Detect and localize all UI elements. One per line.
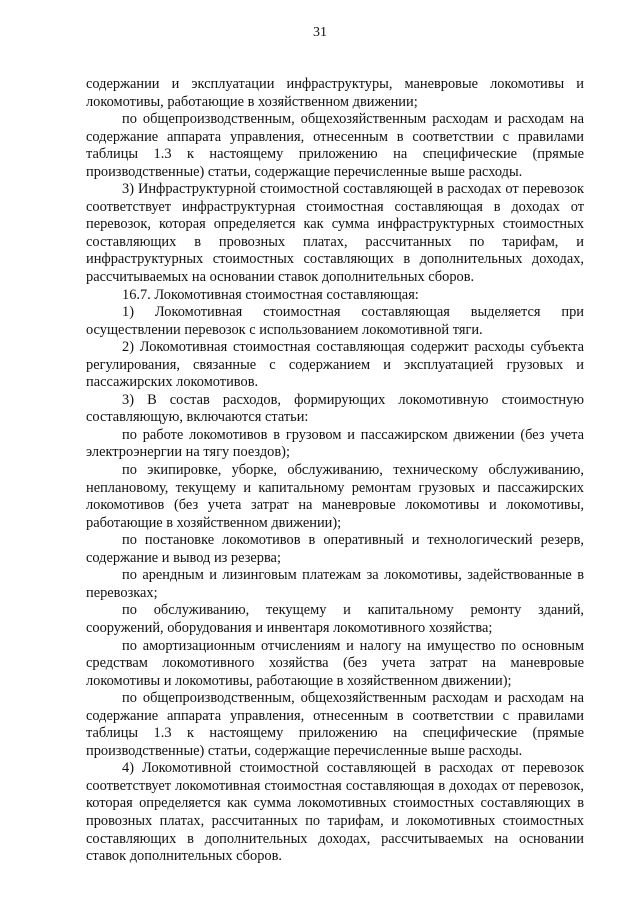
paragraph-9: по экипировке, уборке, обслуживанию, техническому обслуживанию, неплановому, текущему и капитальному ремонтам грузовых и пассажирских локомотивов (без учета затрат на маневровые локомотивы и локомотивы, работающие в хозяйственном движении); <box>86 462 584 531</box>
paragraph-11: по арендным и лизинговым платежам за локомотивы, задействованные в перевозках; <box>86 567 584 601</box>
paragraph-5: 1) Локомотивная стоимостная составляющая выделяется при осуществлении перевозок с использованием локомотивной тяги. <box>86 304 584 338</box>
section-heading-16-7: 16.7. Локомотивная стоимостная составляющая: <box>122 286 419 303</box>
paragraph-3: 3) Инфраструктурной стоимостной составляющей в расходах от перевозок соответствует инфраструктурная стоимостная составляющая в доходах от перевозок, которая определяется как сумма инфраструктурных стоимостных составляющих в провозных платах, рассчитанных по тарифам, и инфраструктурных стоимостных составляющих в дополнительных доходах, рассчитываемых на основании ставок дополнительных сборов. <box>86 181 584 286</box>
paragraph-6: 2) Локомотивная стоимостная составляющая содержит расходы субъекта регулирования, связанные с содержанием и эксплуатацией грузовых и пассажирских локомотивов. <box>86 339 584 391</box>
page-number: 31 <box>313 25 327 40</box>
paragraph-7: 3) В состав расходов, формирующих локомотивную стоимостную составляющую, включаются статьи: <box>86 391 584 426</box>
paragraph-10: по постановке локомотивов в оперативный и технологический резерв, содержание и вывод из резерва; <box>86 532 584 566</box>
document-body <box>86 76 584 866</box>
paragraph-1: содержании и эксплуатации инфраструктуры, маневровые локомотивы и локомотивы, работающие в хозяйственном движении; <box>86 76 584 110</box>
paragraph-8: по работе локомотивов в грузовом и пассажирском движении (без учета электроэнергии на тягу поездов); <box>86 426 584 461</box>
paragraph-14: по общепроизводственным, общехозяйственным расходам и расходам на содержание аппарата управления, отнесенным в соответствии с правилами таблицы 1.3 к настоящему приложению на специфические (прямые производственные) статьи, содержащие перечисленные выше расходы. <box>86 690 584 759</box>
paragraph-15: 4) Локомотивной стоимостной составляющей в расходах от перевозок соответствует локомотивная стоимостная составляющая в доходах от перевозок, которая определяется как сумма локомотивных стоимостных составляющих в провозных платах, рассчитанных по тарифам, и локомотивных стоимостных составляющих в дополнительных доходах, рассчитываемых на основании ставок дополнительных сборов. <box>86 760 584 865</box>
paragraph-13: по амортизационным отчислениям и налогу на имущество по основным средствам локомотивного хозяйства (без учета затрат на маневровые локомотивы и локомотивы, работающие в хозяйственном движении); <box>86 637 584 689</box>
paragraph-2: по общепроизводственным, общехозяйственным расходам и расходам на содержание аппарата управления, отнесенным в соответствии с правилами таблицы 1.3 к настоящему приложению на специфические (прямые производственные) статьи, содержащие перечисленные выше расходы. <box>86 111 584 180</box>
paragraph-12: по обслуживанию, текущему и капитальному ремонту зданий, сооружений, оборудования и инвентаря локомотивного хозяйства; <box>86 602 584 636</box>
